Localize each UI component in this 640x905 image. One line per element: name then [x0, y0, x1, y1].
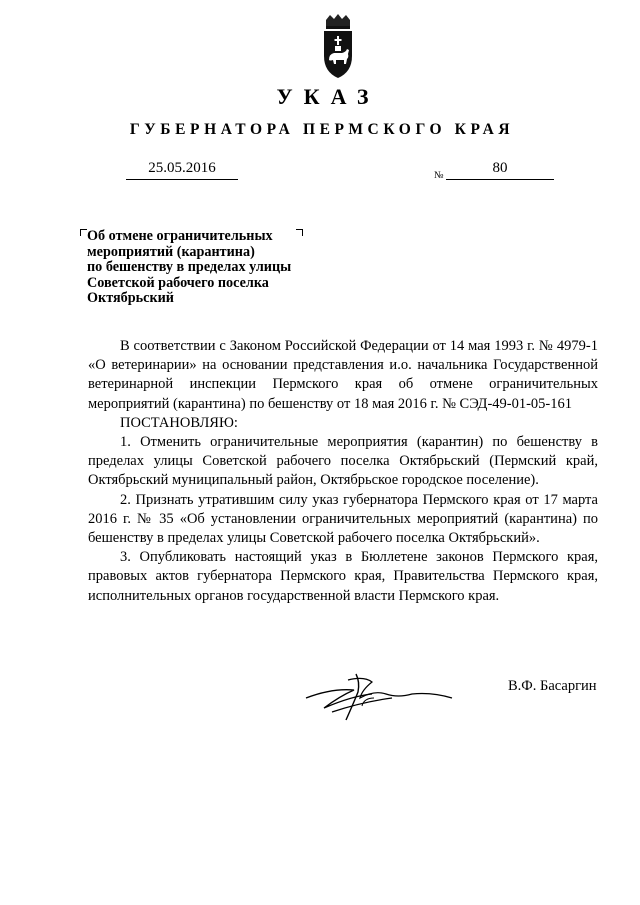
preamble-paragraph: В соответствии с Законом Российской Федерации от 14 мая 1993 г. № 4979-1 «О ветеринарии» на основании представления и.о. начальника Государственной ветеринарной инспекции Пермского края об отмене ограничительных мероприятий (карантина) по бешенству от 18 мая 2016 г. № СЭД-49-01-05-161 — [88, 338, 598, 412]
number-sign: № — [434, 170, 444, 181]
subject-line: Об отмене ограничительных — [87, 228, 273, 244]
document-date: 25.05.2016 — [126, 160, 238, 180]
decree-item: 2. Признать утратившим силу указ губернатора Пермского края от 17 марта 2016 г. № 35 «Об установлении ограничительных мероприятий (карантина) по бешенству в пределах улицы Советской рабочего поселка Октябрьский». — [88, 491, 598, 547]
signer-name: В.Ф. Басаргин — [508, 678, 597, 694]
document-number: 80 — [446, 160, 554, 180]
subject-line: Советской рабочего поселка — [87, 274, 269, 291]
decree-item: 1. Отменить ограничительные мероприятия (карантин) по бешенству в пределах улицы Советской рабочего поселка Октябрьский (Пермский край, Октябрьский муниципальный район, Октябрьское городское поселение). — [88, 434, 598, 489]
subject-corner-mark-left — [80, 229, 87, 236]
issuer-title: ГУБЕРНАТОРА ПЕРМСКОГО КРАЯ — [129, 121, 515, 138]
subject-line: Октябрьский — [87, 290, 174, 306]
coat-of-arms-icon — [318, 14, 358, 80]
subject-line: по бешенству в пределах улицы — [87, 259, 292, 275]
decree-subject — [87, 229, 317, 307]
decree-body — [88, 337, 598, 606]
subject-line: мероприятий (карантина) — [87, 243, 255, 260]
handwritten-signature-icon — [302, 668, 472, 730]
decree-word: ПОСТАНОВЛЯЮ: — [120, 414, 238, 431]
document-type-title: УКАЗ — [276, 84, 380, 109]
decree-item: 3. Опубликовать настоящий указ в Бюллетене законов Пермского края, правовых актов губернатора Пермского края, Правительства Пермского края, исполнительных органов государственной власти Пермского края. — [88, 549, 598, 604]
